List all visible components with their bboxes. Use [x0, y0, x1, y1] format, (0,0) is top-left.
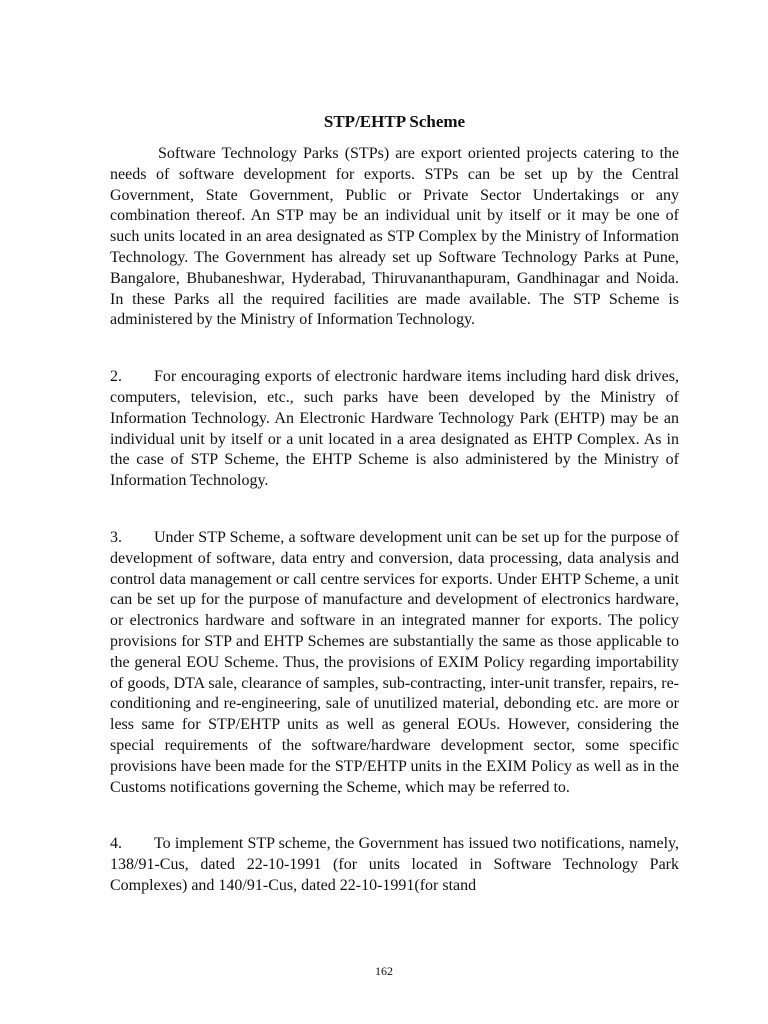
- paragraph-2-text: For encouraging exports of electronic hardware items including hard disk drives, computers, television, etc., such parks have been developed by the Ministry of Information Technology. An Electronic Hardware Technology Park (EHTP) may be an individual unit by itself or a unit located in a area designated as EHTP Complex. As in the case of STP Scheme, the EHTP Scheme is also administered by the Ministry of Information Technology.: [110, 368, 679, 490]
- document-page: [110, 110, 679, 933]
- paragraph-4-number: 4.: [110, 835, 122, 853]
- page-number: 162: [375, 964, 393, 978]
- paragraph-1: [110, 144, 679, 331]
- paragraph-3-text: Under STP Scheme, a software development unit can be set up for the purpose of development of software, data entry and conversion, data processing, data analysis and control data management or call centre services for exports. Under EHTP Scheme, a unit can be set up for the purpose of manufacture and development of electronics hardware, or electronics hardware and software in an integrated manner for exports. The policy provisions for STP and EHTP Schemes are substantially the same as those applicable to the general EOU Scheme. Thus, the provisions of EXIM Policy regarding importability of goods, DTA sale, clearance of samples, sub-contracting, inter-unit transfer, repairs, re-conditioning and re-engineering, sale of unutilized material, debonding etc. are more or less same for STP/EHTP units as well as general EOUs. However, considering the special requirements of the software/hardware development sector, some specific provisions have been made for the STP/EHTP units in the EXIM Policy as well as in the Customs notifications governing the Scheme, which may be referred to.: [110, 528, 679, 796]
- paragraph-3: [110, 528, 679, 798]
- paragraph-1-text: Software Technology Parks (STPs) are export oriented projects catering to the needs of software development for exports. STPs can be set up by the Central Government, State Government, Public or Private Sector Undertakings or any combination thereof. An STP may be an individual unit by itself or it may be one of such units located in an area designated as STP Complex by the Ministry of Information Technology. The Government has already set up Software Technology Parks at Pune, Bangalore, Bhubaneshwar, Hyderabad, Thiruvananthapuram, Gandhinagar and Noida. In these Parks all the required facilities are made available. The STP Scheme is administered by the Ministry of Information Technology.: [110, 145, 679, 329]
- paragraph-2: [110, 367, 679, 492]
- paragraph-2-number: 2.: [110, 368, 122, 386]
- paragraph-3-number: 3.: [110, 528, 122, 546]
- paragraph-4-text: To implement STP scheme, the Government has issued two notifications, namely, 138/91-Cus, dated 22-10-1991 (for units located in Software Technology Park Complexes) and 140/91-Cus, dated 22-10-1991(for stand: [110, 835, 679, 894]
- paragraph-4: [110, 834, 679, 896]
- document-title: STP/EHTP Scheme: [323, 112, 466, 131]
